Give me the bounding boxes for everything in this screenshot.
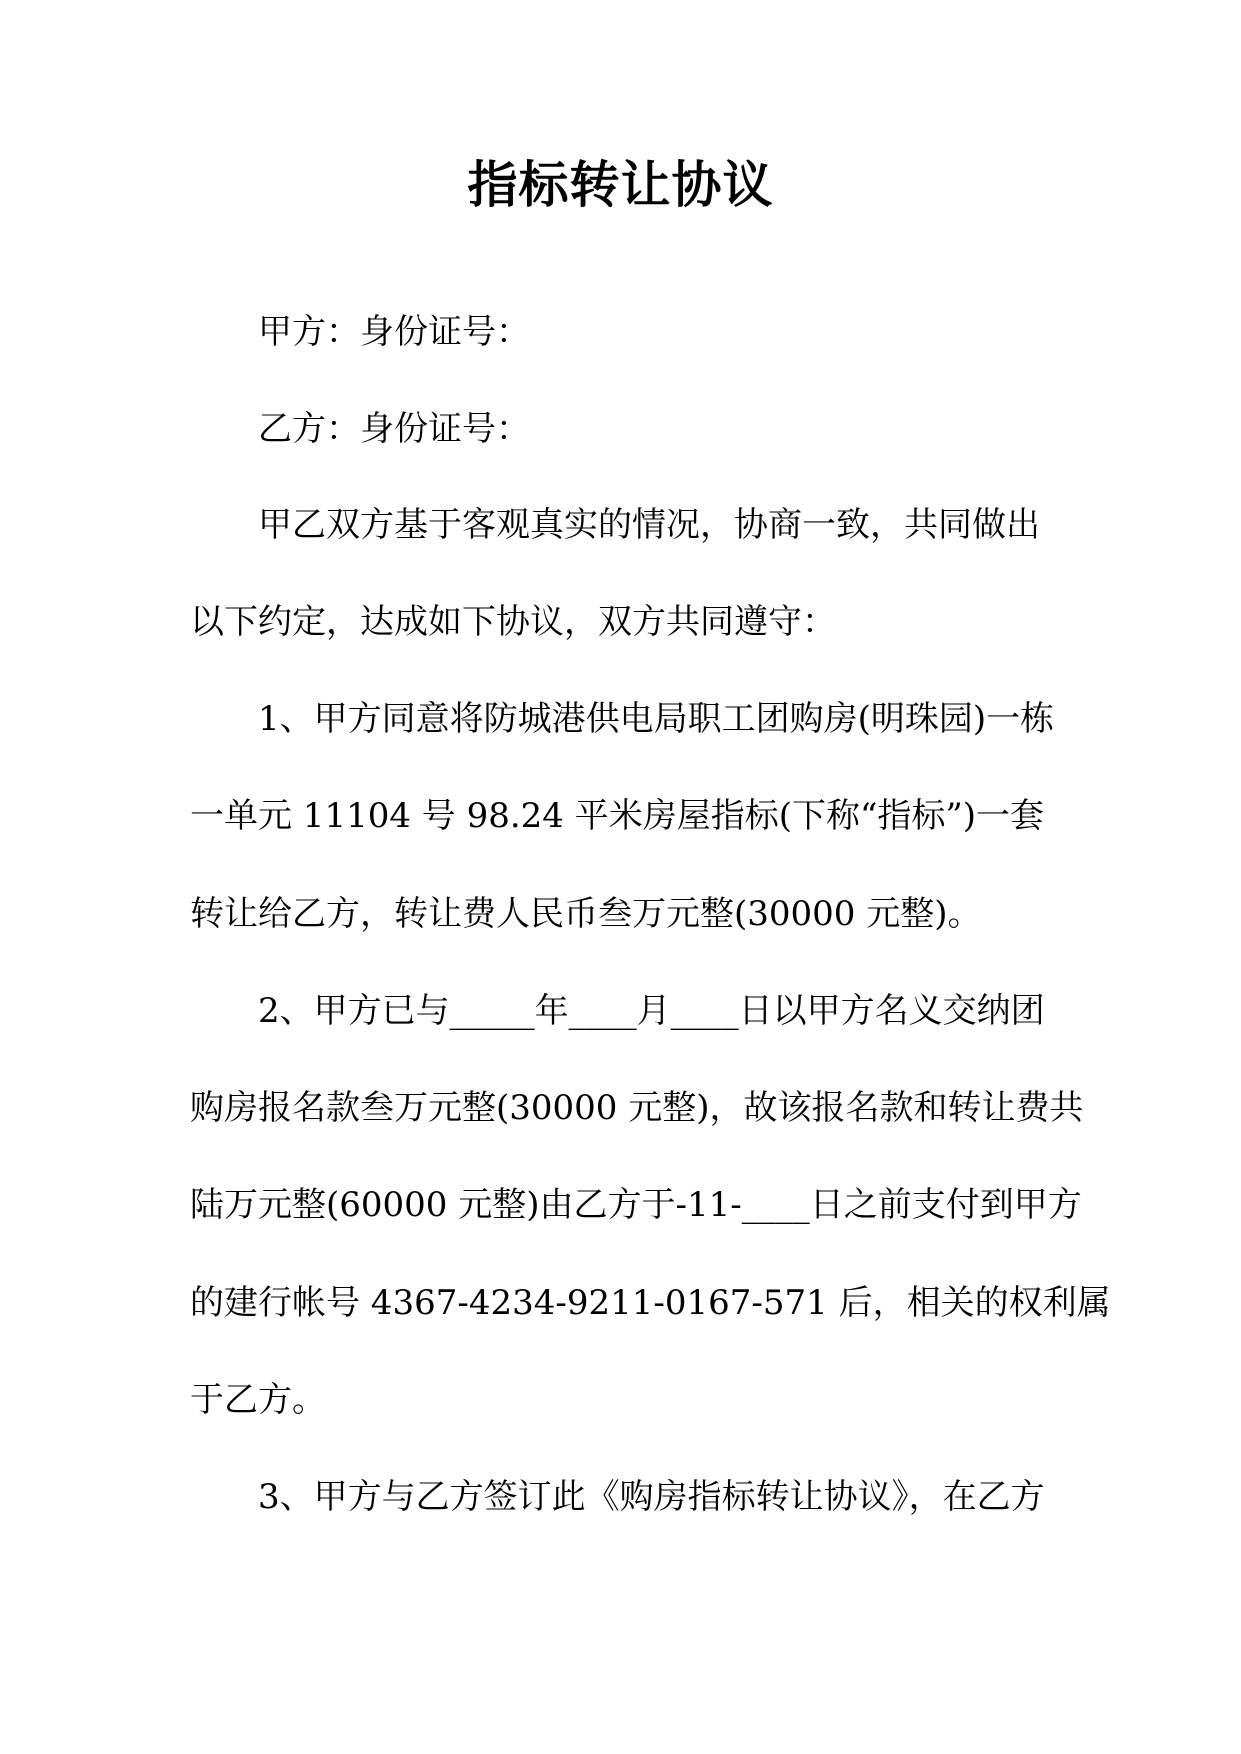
clause-2-line-4: 的建行帐号 4367-4234-9211-0167-571 后，相关的权利属 <box>190 1283 1111 1323</box>
clause-1-line-2: 一单元 11104 号 98.24 平米房屋指标(下称“指标”)一套 <box>190 796 1045 836</box>
clause-1-line-1: 1、甲方同意将防城港供电局职工团购房(明珠园)一栋 <box>258 699 1055 739</box>
clause-2-line-2: 购房报名款叁万元整(30000 元整)，故该报名款和转让费共 <box>190 1088 1084 1128</box>
document-title: 指标转让协议 <box>467 155 774 214</box>
preamble-line-1: 甲乙双方基于客观真实的情况，协商一致，共同做出 <box>258 505 1040 545</box>
party-b-line: 乙方：身份证号： <box>258 409 530 449</box>
clause-2-line-5: 于乙方。 <box>190 1380 326 1420</box>
clause-2-line-3: 陆万元整(60000 元整)由乙方于-11-____日之前支付到甲方 <box>190 1185 1082 1225</box>
clause-2-line-1: 2、甲方已与_____年____月____日以甲方名义交纳团 <box>258 991 1045 1031</box>
clause-3-line-1: 3、甲方与乙方签订此《购房指标转让协议》，在乙方 <box>258 1477 1045 1517</box>
party-a-line: 甲方：身份证号： <box>258 312 530 352</box>
preamble-line-2: 以下约定，达成如下协议，双方共同遵守： <box>190 602 836 642</box>
clause-1-line-3: 转让给乙方，转让费人民币叁万元整(30000 元整)。 <box>190 894 982 934</box>
